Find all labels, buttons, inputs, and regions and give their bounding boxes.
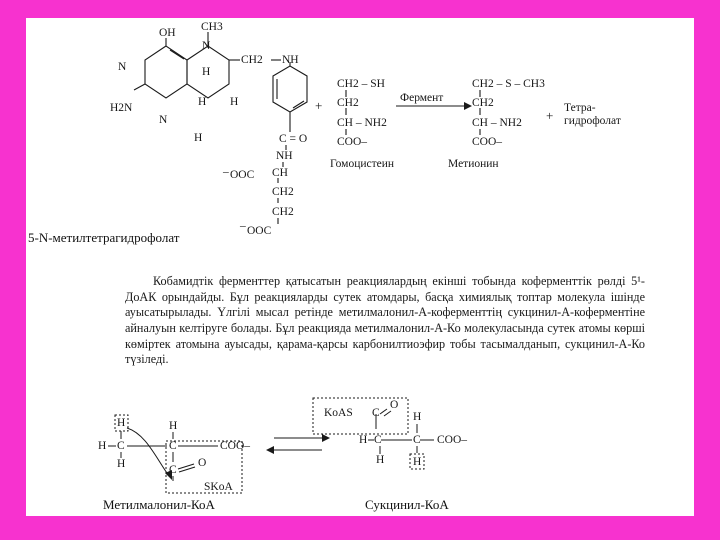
atom-glu-cooh: OOC <box>230 169 255 181</box>
atom-n5: N <box>202 40 211 52</box>
atom-koas: KoAS <box>324 407 353 419</box>
methionine-name: Метионин <box>448 158 499 170</box>
atom-h-under: H <box>117 458 126 470</box>
atom-coo: COO– <box>220 440 251 452</box>
atom-h-b: H <box>376 454 385 466</box>
atom-o: O <box>390 399 399 411</box>
pterin-ring-left <box>145 46 187 98</box>
atom-h-a: H <box>413 411 422 423</box>
folate-label: 5-N-метилтетрагидрофолат <box>28 230 180 245</box>
atom-h-c2: H <box>169 420 178 432</box>
atom-c2: C <box>169 440 177 452</box>
enzyme-arrow-head <box>464 102 472 110</box>
homocysteine-line-3: CH – NH2 <box>337 117 387 129</box>
atom-c1: C <box>117 440 125 452</box>
minus-sign: – <box>240 220 246 232</box>
atom-h-n8: H <box>194 132 203 144</box>
atom-c2: C <box>413 434 421 446</box>
homocysteine-line-1: CH2 – SH <box>337 78 385 90</box>
forward-arrow-head <box>322 434 330 442</box>
methionine-line-3: CH – NH2 <box>472 117 522 129</box>
atom-ch3: CH3 <box>201 21 223 33</box>
homocysteine-name: Гомоцистеин <box>330 158 395 170</box>
enzyme-label: Фермент <box>400 92 444 104</box>
plus-sign: + <box>315 98 323 113</box>
atom-h-c7b: H <box>230 96 239 108</box>
atom-h-left: H <box>359 434 368 446</box>
atom-h-c6: H <box>202 66 211 78</box>
atom-o: O <box>198 457 207 469</box>
atom-h-under: H <box>413 456 422 468</box>
atom-oh: OH <box>159 27 176 39</box>
homocysteine-line-4: COO– <box>337 136 368 148</box>
phenyl-ring <box>273 66 307 112</box>
methionine-line-1: CH2 – S – CH3 <box>472 78 545 90</box>
minus-sign: – <box>223 166 229 178</box>
atom-glu-cooh2: OOC <box>247 225 272 237</box>
reverse-arrow-head <box>266 446 274 454</box>
atom-glu-ch: CH <box>272 167 288 179</box>
description-paragraph: Кобамидтік ферменттер қатысатын реакциялардың екінші тобында коферменттік рөлді 5¹-ДоАК орындайды. Бұл реакцияларды сутек атомдары, басқа химиялық топтар молекула ішінде ауысатырылады. Үлгілі мысал ретінде метилмалонил-А-коферменттің сукцинил-А-коферментіне айналуын келтіруге болады. Бұл реакцияда метилмалонил-А-Ко молекуласында сутек атомы көрші көміртек атомына ауысады, қарама-қарсы карбонилтиоэфир тобы тасымалданып, сукцинил-А-Ко түзіледі. <box>125 274 645 367</box>
atom-n-top: N <box>118 61 127 73</box>
slide <box>26 18 694 516</box>
atom-ch2-bridge: CH2 <box>241 54 263 66</box>
atom-carbonyl: C = O <box>279 133 308 145</box>
atom-h-top: H <box>117 417 126 429</box>
atom-n-bottom: N <box>159 114 168 126</box>
plus-sign: + <box>546 108 554 123</box>
curved-shift-arrow <box>127 428 169 476</box>
atom-glu-ch2a: CH2 <box>272 186 294 198</box>
atom-c1: C <box>374 434 382 446</box>
atom-coo: COO– <box>437 434 468 446</box>
atom-c3: C <box>169 464 177 476</box>
atom-nh-bridge: NH <box>282 54 299 66</box>
methylmalonyl-coa-label: Метилмалонил-КоА <box>103 497 215 512</box>
atom-amide-nh: NH <box>276 150 293 162</box>
atom-c-top: C <box>372 407 380 419</box>
atom-h-left: H <box>98 440 107 452</box>
atom-h2n: H2N <box>110 102 133 114</box>
succinyl-coa-label: Сукцинил-КоА <box>365 497 449 512</box>
methionine-line-4: COO– <box>472 136 503 148</box>
atom-skoa: SKoA <box>204 481 233 493</box>
atom-h-c7a: H <box>198 96 207 108</box>
homocysteine-line-2: CH2 <box>337 97 359 109</box>
atom-glu-ch2b: CH2 <box>272 206 294 218</box>
methionine-line-2: CH2 <box>472 97 494 109</box>
product-tetrahydrofolate: Тетра- гидрофолат <box>564 102 621 127</box>
